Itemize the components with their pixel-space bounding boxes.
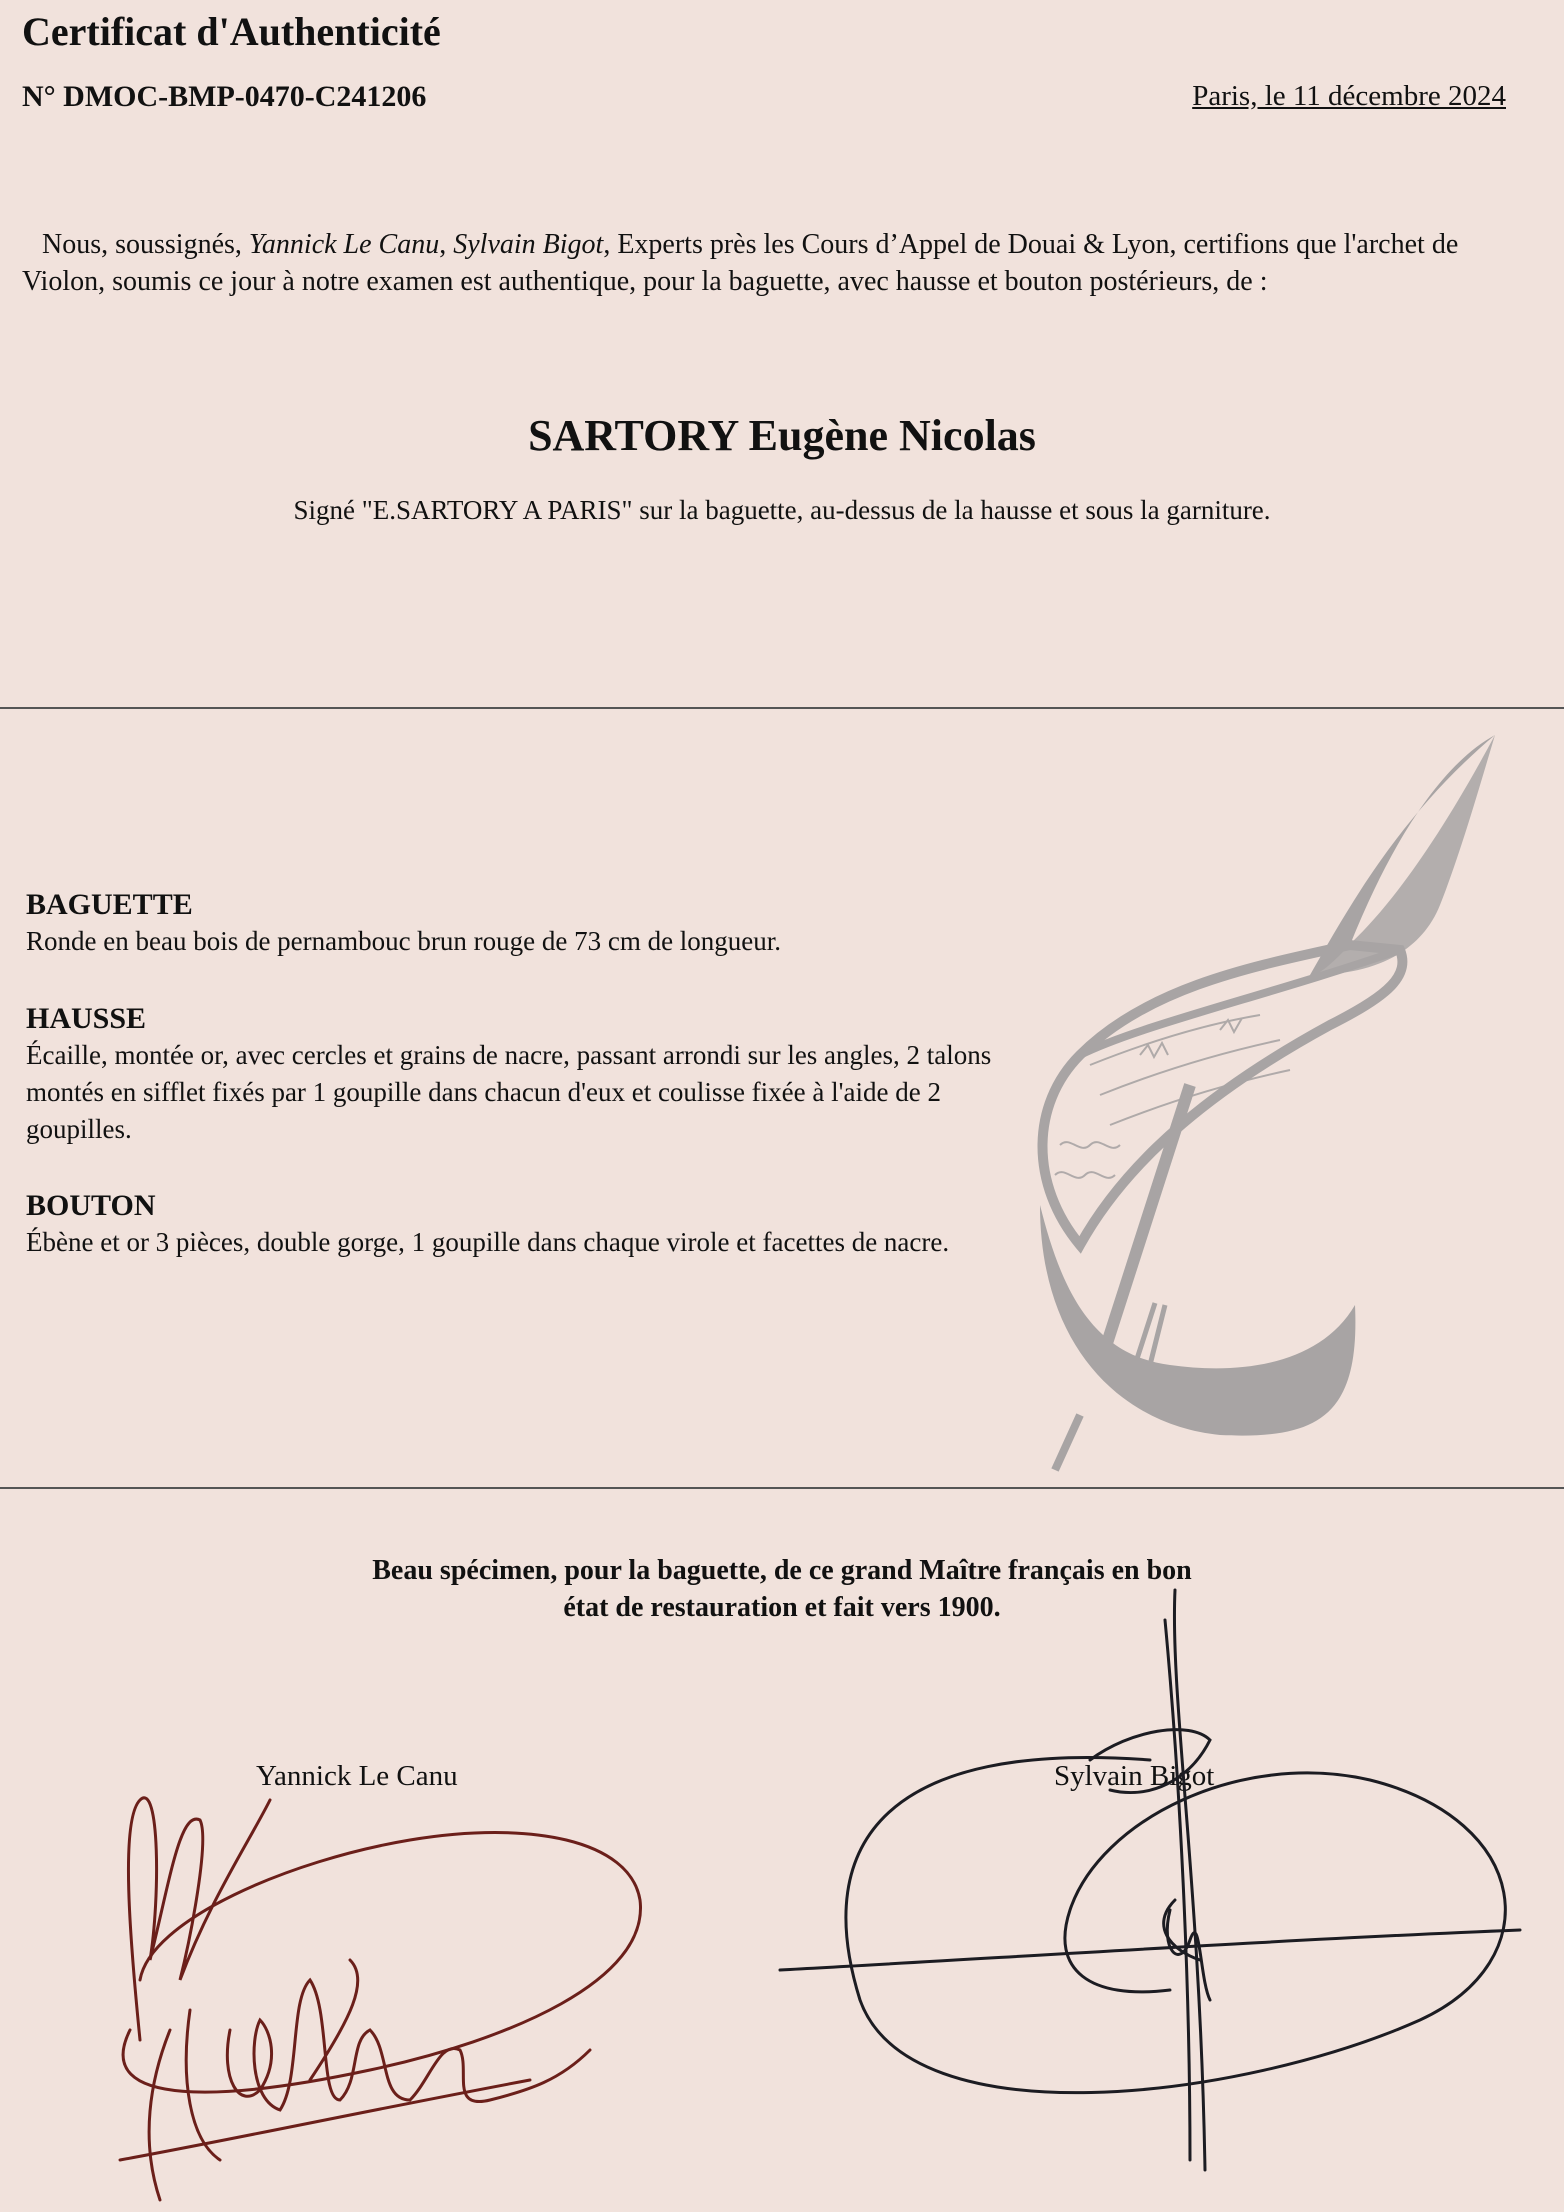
section-text: Ébène et or 3 pièces, double gorge, 1 goupille dans chaque virole et facettes de nacre.	[26, 1227, 950, 1257]
section-hausse	[26, 1000, 1006, 1148]
fold-line-bottom	[0, 1487, 1564, 1489]
handwritten-signature-right	[770, 1580, 1530, 2180]
expert-name-1: Yannick Le Canu	[248, 229, 440, 260]
expert-name-2: Sylvain Bigot	[453, 229, 604, 260]
stamp-signature-note: Signé "E.SARTORY A PARIS" sur la baguette, au-dessus de la hausse et sous la garniture.	[293, 495, 1271, 525]
certificate-number: N° DMOC-BMP-0470-C241206	[22, 80, 427, 113]
section-bouton	[26, 1187, 1006, 1261]
signatory-left-name: Yannick Le Canu	[256, 1760, 458, 1792]
intro-paragraph	[22, 226, 1482, 300]
section-text: Ronde en beau bois de pernambouc brun rouge de 73 cm de longueur.	[26, 926, 782, 956]
verdict-line-2: état de restauration et fait vers 1900.	[563, 1592, 1001, 1623]
certificate-title: Certificat d'Authenticité	[22, 9, 441, 54]
intro-separator: ,	[439, 229, 454, 260]
quill-scroll-emblem	[1020, 725, 1520, 1475]
place-and-date: Paris, le 11 décembre 2024	[1192, 80, 1506, 112]
intro-lead: Nous, soussignés,	[42, 229, 249, 260]
section-baguette	[26, 886, 1006, 960]
section-heading: BAGUETTE	[26, 888, 193, 921]
handwritten-signature-left	[110, 1780, 670, 2210]
section-text: Écaille, montée or, avec cercles et grains de nacre, passant arrondi sur les angles, 2 talons montés en sifflet fixés par 1 goupille dans chacun d'eux et coulisse fixée à l'aide de 2 goupilles.	[26, 1040, 992, 1144]
verdict-line-1: Beau spécimen, pour la baguette, de ce grand Maître français en bon	[372, 1555, 1192, 1586]
section-heading: BOUTON	[26, 1189, 156, 1222]
fold-line-top	[0, 707, 1564, 709]
signatory-right-name: Sylvain Bigot	[1054, 1760, 1215, 1792]
section-heading: HAUSSE	[26, 1002, 147, 1035]
maker-name: SARTORY Eugène Nicolas	[528, 411, 1036, 460]
intro-rest: , Experts près les Cours d’Appel de Douai & Lyon, certifions que l'archet de Violon, soumis ce jour à notre examen est authentique, pour la baguette, avec hausse et bouton postérieurs, de :	[22, 229, 1459, 297]
